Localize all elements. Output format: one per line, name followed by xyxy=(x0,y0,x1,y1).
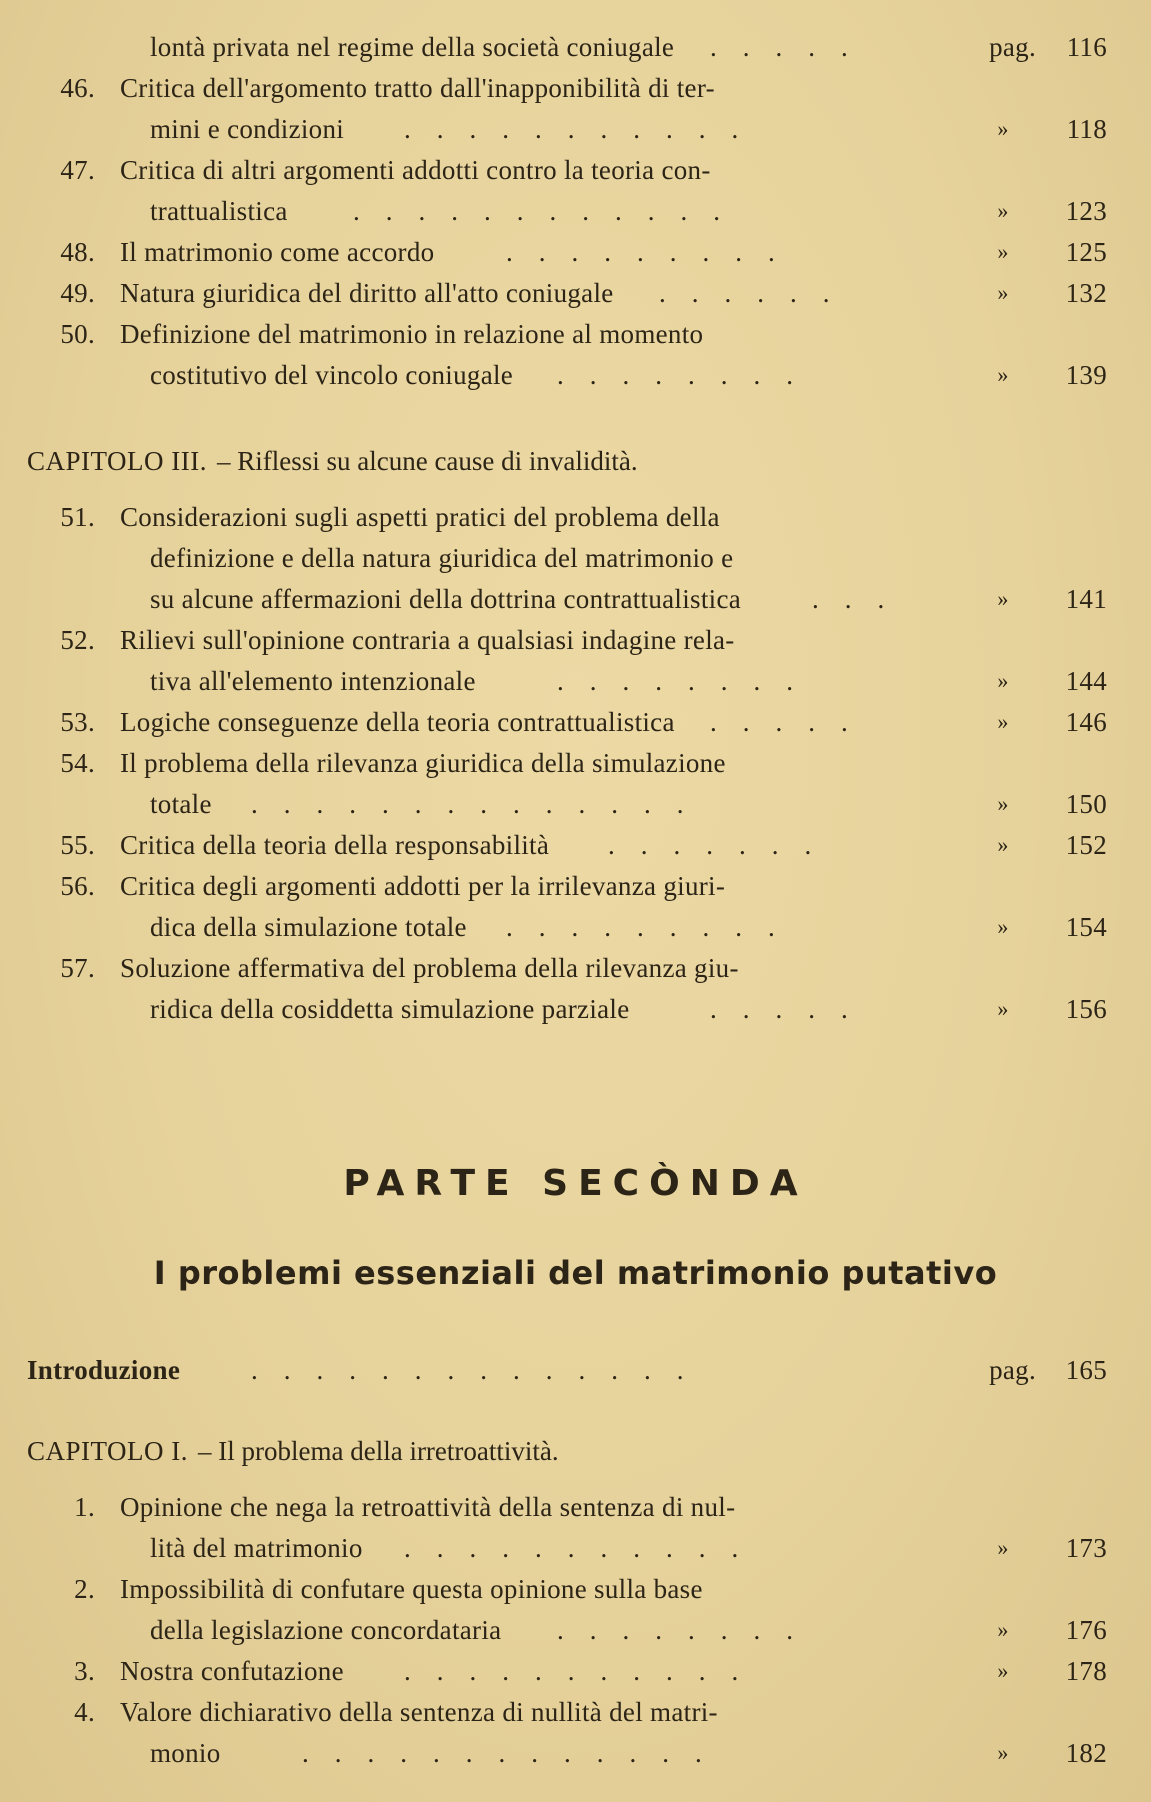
entry-title: su alcune affermazioni della dottrina contrattualistica xyxy=(150,584,742,614)
entry-title: Critica dell'argomento tratto dall'inapponibilità di ter- xyxy=(120,73,715,103)
ditto-mark: » xyxy=(997,116,1009,141)
dot-leader: ....... xyxy=(608,830,838,860)
entry-number: 46. xyxy=(60,73,95,103)
entry-title: mini e condizioni xyxy=(150,114,345,144)
entry-title: Rilievi sull'opinione contraria a qualsiasi indagine rela- xyxy=(120,625,735,655)
entry-title: Definizione del matrimonio in relazione al momento xyxy=(120,319,704,349)
dot-leader: ..... xyxy=(710,32,874,62)
entry-title: Nostra confutazione xyxy=(120,1656,344,1686)
dot-leader: ......... xyxy=(506,912,801,942)
entry-title: Critica degli argomenti addotti per la irrilevanza giuri- xyxy=(120,871,726,901)
ditto-mark: » xyxy=(997,996,1009,1021)
part-heading: PARTE SECÒNDA xyxy=(343,1163,808,1204)
entry-title: Critica della teoria della responsabilità xyxy=(120,830,550,860)
chapter-title: – Il problema della irretroattività. xyxy=(198,1436,559,1466)
entry-number: 51. xyxy=(60,502,95,532)
entry-title: lontà privata nel regime della società coniugale xyxy=(150,32,675,62)
page-number: 123 xyxy=(1065,196,1107,226)
chapter-label: CAPITOLO I. xyxy=(27,1436,189,1466)
entry-number: 57. xyxy=(60,953,95,983)
entry-number: 54. xyxy=(60,748,95,778)
dot-leader: ... xyxy=(812,584,911,614)
entry-number: 48. xyxy=(60,237,95,267)
entry-number: 50. xyxy=(60,319,95,349)
ditto-mark: » xyxy=(997,1535,1009,1560)
ditto-mark: » xyxy=(997,239,1009,264)
entry-title: trattualistica xyxy=(150,196,288,226)
page-number: 132 xyxy=(1065,278,1107,308)
dot-leader: ........... xyxy=(404,1533,765,1563)
entry-title: totale xyxy=(150,789,212,819)
entry-title: lità del matrimonio xyxy=(150,1533,363,1563)
entry-number: 49. xyxy=(60,278,95,308)
ditto-mark: » xyxy=(997,198,1009,223)
entry-title: Soluzione affermativa del problema della rilevanza giu- xyxy=(120,953,739,983)
chapter-heading xyxy=(27,1434,559,1468)
entry-number: 3. xyxy=(74,1656,95,1686)
dot-leader: ...... xyxy=(659,278,856,308)
entry-number: 2. xyxy=(74,1574,95,1604)
dot-leader: ........ xyxy=(557,360,819,390)
page-number: 150 xyxy=(1065,789,1107,819)
entry-title: Considerazioni sugli aspetti pratici del problema della xyxy=(120,502,720,532)
page-number: 154 xyxy=(1065,912,1107,942)
ditto-mark: » xyxy=(997,709,1009,734)
ditto-mark: » xyxy=(997,280,1009,305)
entry-title: Logiche conseguenze della teoria contrattualistica xyxy=(120,707,675,737)
dot-leader: ............ xyxy=(353,196,746,226)
chapter-title: – Riflessi su alcune cause di invalidità. xyxy=(216,446,638,476)
ditto-mark: » xyxy=(997,1658,1009,1683)
entry-title: Opinione che nega la retroattività della sentenza di nul- xyxy=(120,1492,736,1522)
dot-leader: ........ xyxy=(557,1615,819,1645)
dot-leader: ......... xyxy=(506,237,801,267)
entry-title: tiva all'elemento intenzionale xyxy=(150,666,476,696)
page-number: 152 xyxy=(1065,830,1107,860)
ditto-mark: » xyxy=(997,832,1009,857)
ditto-mark: » xyxy=(997,586,1009,611)
chapter-heading xyxy=(27,444,638,478)
ditto-mark: » xyxy=(997,1617,1009,1642)
dot-leader: ........ xyxy=(557,666,819,696)
entry-title: Critica di altri argomenti addotti contro la teoria con- xyxy=(120,155,711,185)
ditto-mark: » xyxy=(997,914,1009,939)
ditto-mark: » xyxy=(997,668,1009,693)
dot-leader: ........... xyxy=(404,114,765,144)
entry-title: costitutivo del vincolo coniugale xyxy=(150,360,514,390)
page-number: 178 xyxy=(1065,1656,1107,1686)
entry-title: definizione e della natura giuridica del matrimonio e xyxy=(150,543,734,573)
page-number: 173 xyxy=(1065,1533,1107,1563)
dot-leader: ..... xyxy=(710,707,874,737)
entry-number: 53. xyxy=(60,707,95,737)
page-label: pag. xyxy=(989,32,1036,62)
dot-leader: ............. xyxy=(302,1738,728,1768)
entry-number: 1. xyxy=(74,1492,95,1522)
page-number: 125 xyxy=(1065,237,1107,267)
entry-number: 47. xyxy=(60,155,95,185)
ditto-mark: » xyxy=(997,791,1009,816)
part-subtitle: I problemi essenziali del matrimonio putativo xyxy=(153,1254,998,1292)
page-number: 176 xyxy=(1065,1615,1107,1645)
page-number: 156 xyxy=(1065,994,1107,1024)
ditto-mark: » xyxy=(997,1740,1009,1765)
entry-title: ridica della cosiddetta simulazione parziale xyxy=(150,994,630,1024)
entry-title: Il matrimonio come accordo xyxy=(120,237,435,267)
ditto-mark: » xyxy=(997,362,1009,387)
entry-number: 56. xyxy=(60,871,95,901)
dot-leader: .............. xyxy=(251,1355,710,1385)
page-number: 116 xyxy=(1066,32,1107,62)
page-number: 141 xyxy=(1065,584,1107,614)
entry-title: dica della simulazione totale xyxy=(150,912,467,942)
entry-title: Natura giuridica del diritto all'atto coniugale xyxy=(120,278,614,308)
entry-title: Impossibilità di confutare questa opinione sulla base xyxy=(120,1574,703,1604)
entry-title: Introduzione xyxy=(27,1355,181,1385)
entry-title: della legislazione concordataria xyxy=(150,1615,502,1645)
entry-title: Il problema della rilevanza giuridica della simulazione xyxy=(120,748,726,778)
chapter-label: CAPITOLO III. xyxy=(27,446,207,476)
entry-number: 55. xyxy=(60,830,95,860)
entry-title: monio xyxy=(150,1738,221,1768)
page-number: 144 xyxy=(1065,666,1107,696)
dot-leader: ..... xyxy=(710,994,874,1024)
dot-leader: .............. xyxy=(251,789,710,819)
dot-leader: ........... xyxy=(404,1656,765,1686)
page-number: 165 xyxy=(1065,1355,1107,1385)
entry-number: 52. xyxy=(60,625,95,655)
entry-number: 4. xyxy=(74,1697,95,1727)
page-number: 118 xyxy=(1066,114,1107,144)
entry-title: Valore dichiarativo della sentenza di nullità del matri- xyxy=(120,1697,718,1727)
page-number: 139 xyxy=(1065,360,1107,390)
page-label: pag. xyxy=(989,1355,1036,1385)
page-number: 146 xyxy=(1065,707,1107,737)
page-number: 182 xyxy=(1065,1738,1107,1768)
